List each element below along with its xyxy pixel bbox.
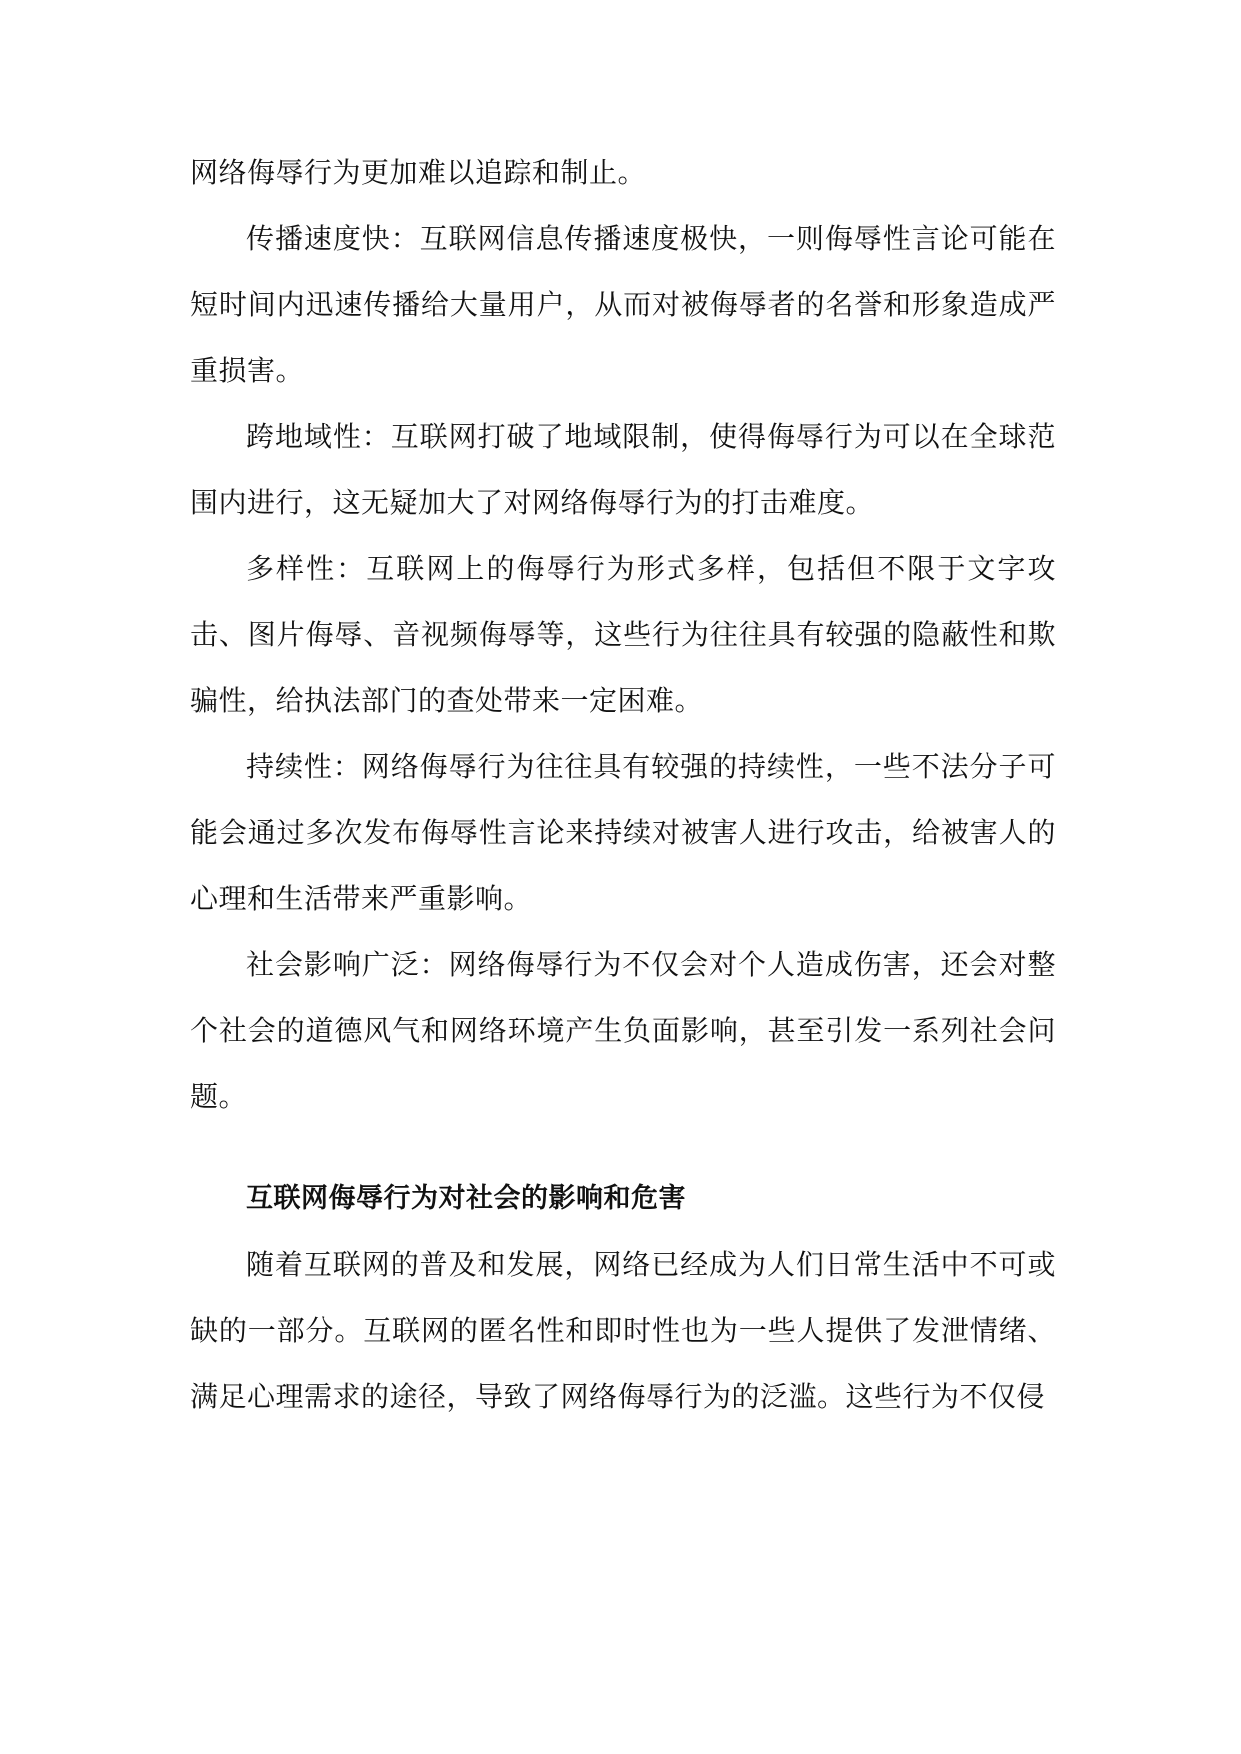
paragraph-cross-region: 跨地域性：互联网打破了地域限制，使得侮辱行为可以在全球范围内进行，这无疑加大了对网络侮辱行为的打击难度。: [190, 420, 1056, 519]
document-body: [190, 140, 1056, 1430]
paragraph-social-impact: 社会影响广泛：网络侮辱行为不仅会对个人造成伤害，还会对整个社会的道德风气和网络环境产生负面影响，甚至引发一系列社会问题。: [190, 948, 1056, 1113]
paragraph-diversity: 多样性：互联网上的侮辱行为形式多样，包括但不限于文字攻击、图片侮辱、音视频侮辱等，这些行为往往具有较强的隐蔽性和欺骗性，给执法部门的查处带来一定困难。: [190, 552, 1056, 717]
paragraph-continuation: 网络侮辱行为更加难以追踪和制止。: [190, 156, 647, 189]
section-heading: 互联网侮辱行为对社会的影响和危害: [246, 1183, 686, 1214]
paragraph-spread-speed: 传播速度快：互联网信息传播速度极快，一则侮辱性言论可能在短时间内迅速传播给大量用户，从而对被侮辱者的名誉和形象造成严重损害。: [190, 222, 1056, 387]
paragraph-persistence: 持续性：网络侮辱行为往往具有较强的持续性，一些不法分子可能会通过多次发布侮辱性言论来持续对被害人进行攻击，给被害人的心理和生活带来严重影响。: [190, 750, 1056, 915]
paragraph-intro: 随着互联网的普及和发展，网络已经成为人们日常生活中不可或缺的一部分。互联网的匿名性和即时性也为一些人提供了发泄情绪、满足心理需求的途径，导致了网络侮辱行为的泛滥。这些行为不仅侵: [190, 1248, 1056, 1413]
